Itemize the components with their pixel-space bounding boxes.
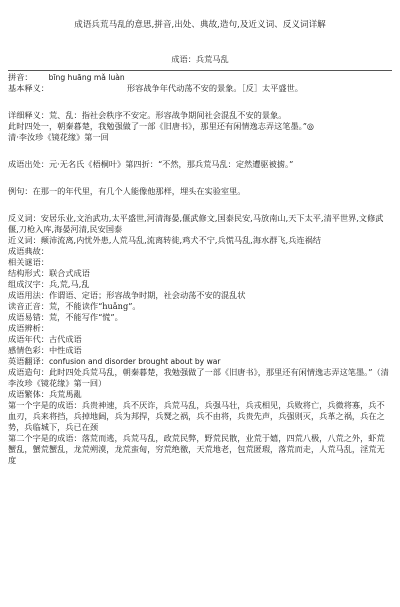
english-translation <box>8 356 392 367</box>
detailed-definition-line: 清·李汝珍《镜花缘》第一回 <box>8 132 109 142</box>
idiom-heading: 成语：兵荒马乱 <box>171 54 229 64</box>
pronunciation-note: 读音正音：荒，不能读作“huǎng”。 <box>8 301 141 311</box>
idiom-analysis: 成语辨析： <box>8 323 49 333</box>
english-label: 英语翻译： <box>8 356 49 366</box>
idiom-story: 成语典故： <box>8 246 49 256</box>
basic-definition-row <box>8 83 392 94</box>
second-char-idioms: 第二个字是的成语：落荒而逃，兵荒马乱，政荒民弊，野荒民散，业荒于嬉，四荒八极，八荒之外，虾荒蟹乱，蟹荒蟹乱，龙荒朔漠，龙荒蛮甸，穷荒绝徼，天荒地老，包荒匿瑕，落荒而走，人荒马乱，淫荒无度 <box>8 433 385 465</box>
related-riddle: 相关谜语： <box>8 257 49 267</box>
idiom-source: 成语出处：元·无名氏《梧桐叶》第四折：“不然，那兵荒马乱：定然遭驱被掳。” <box>8 159 294 169</box>
pinyin-value: bīng huāng mǎ luàn <box>48 73 125 82</box>
synonyms: 近义词：颠沛流离,内忧外患,人荒马乱,流离转徙,鸡犬不宁,兵慌马乱,海水群飞,兵连祸结 <box>8 235 321 245</box>
emotional-tone: 感情色彩：中性成语 <box>8 345 82 355</box>
document-title: 成语兵荒马乱的意思,拼音,出处、典故,造句,及近义词、反义词详解 <box>74 20 326 30</box>
idiom-era: 成语年代：古代成语 <box>8 334 82 344</box>
pinyin-row <box>8 72 392 83</box>
antonyms: 反义词：安居乐业,文治武功,太平盛世,河清海晏,偃武修文,国泰民安,马放南山,天下太平,清平世界,文修武偃,刀枪入库,海晏河清,民安国泰 <box>8 213 384 234</box>
component-characters: 组成汉字：兵,荒,马,乱 <box>8 279 90 289</box>
idiom-usage: 成语用法：作谓语、定语；形容战争时期，社会动荡不安的混乱状 <box>8 290 246 300</box>
pinyin-label: 拼音： <box>8 72 33 82</box>
spacer <box>8 197 392 213</box>
detailed-definition-line: 详细释义：荒、乱：指社会秩序不安定。形容战争期间社会混乱不安的景象。 <box>8 110 287 120</box>
basic-definition-text: 形容战争年代动荡不安的景象。［反］太平盛世。 <box>126 83 303 93</box>
spacer <box>8 143 392 159</box>
structure-form: 结构形式：联合式成语 <box>8 268 90 278</box>
spacer <box>8 94 392 110</box>
basic-definition-label: 基本释义： <box>8 83 49 93</box>
traditional-form: 成语繁体：兵荒馬亂 <box>8 389 82 399</box>
sentence-example: 成语造句：此时四处兵荒马乱，朝秦暮楚，我勉强做了一部《旧唐书》，那里还有闲情逸志弄这笔墨。”（清 李汝珍《镜花缘》第一回） <box>8 367 389 388</box>
detailed-definition-line: 此时四处一，朝秦暮楚，我勉强做了一部《旧唐书》，那里还有闲情逸志弄这笔墨。”◎ <box>8 121 315 131</box>
common-mistake: 成语易错：荒，不能写作“慌”。 <box>8 312 123 322</box>
first-char-idioms: 第一个字是的成语：兵贵神速，兵不厌诈，兵荒马乱，兵强马壮，兵戎相见，兵败将亡，兵微将寡，兵不血刃，兵来将挡，兵掉地阔，兵为邦捍，兵燹之祸，兵不由将，兵贵先声，兵强则灭，兵革之祸，兵在之势，兵临城下，兵已在颈 <box>8 400 385 432</box>
english-text: confusion and disorder brought about by war <box>48 357 221 366</box>
heading-divider <box>8 70 392 71</box>
spacer <box>8 170 392 186</box>
example-sentence: 例句：在那一的年代里，有几个人能像他那样，埋头在实验室里。 <box>8 186 246 196</box>
